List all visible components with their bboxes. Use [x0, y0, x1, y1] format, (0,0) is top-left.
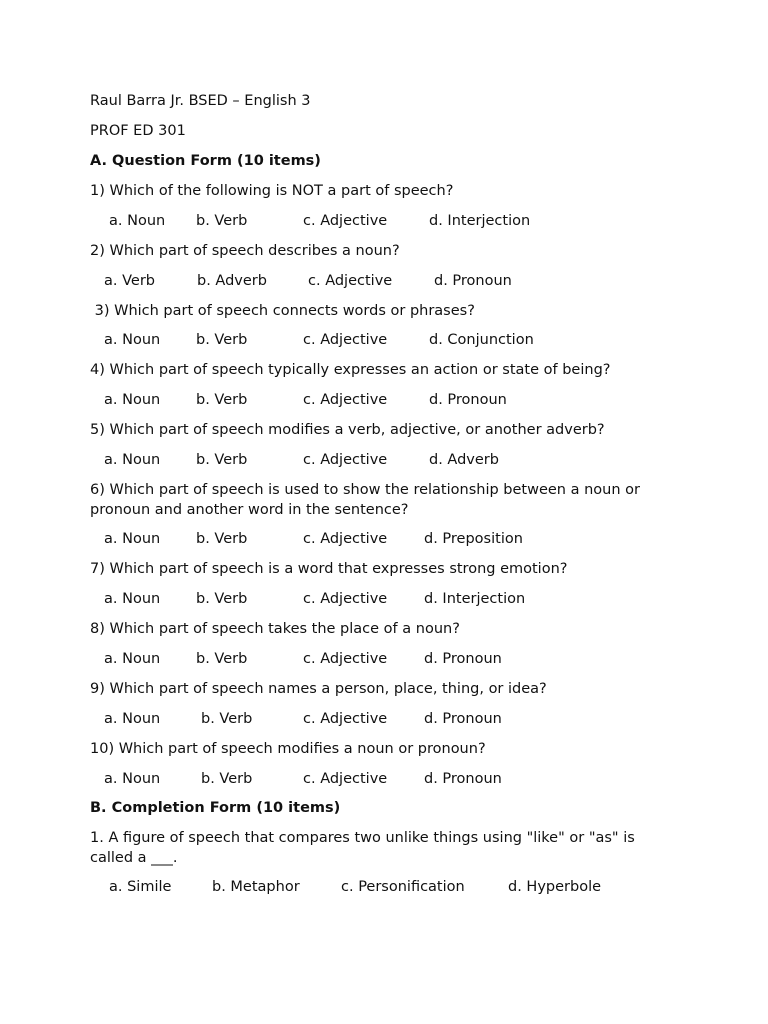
option-d: d. Pronoun [429, 392, 507, 408]
option-a: a. Noun [104, 531, 161, 547]
option-c: c. Personification [341, 879, 465, 895]
option-b: b. Verb [196, 392, 248, 408]
option-d: d. Conjunction [429, 332, 534, 348]
option-b: b. Verb [196, 591, 248, 607]
option-a: a. Noun [104, 711, 161, 727]
completion-question-1-options [90, 877, 690, 897]
question-2: 2) Which part of speech describes a noun? [90, 243, 400, 259]
option-d: d. Adverb [429, 452, 499, 468]
option-b: b. Verb [196, 651, 248, 667]
question-6: 6) Which part of speech is used to show the relationship between a noun or pronoun and another word in the sentence? [90, 482, 640, 518]
option-c: c. Adjective [303, 711, 388, 727]
question-3-options [90, 330, 690, 350]
option-c: c. Adjective [303, 452, 388, 468]
question-4: 4) Which part of speech typically expresses an action or state of being? [90, 362, 611, 378]
question-5-options [90, 450, 690, 470]
question-6-options [90, 529, 690, 549]
option-c: c. Adjective [303, 591, 388, 607]
question-2-options [90, 271, 690, 291]
question-8: 8) Which part of speech takes the place of a noun? [90, 621, 460, 637]
question-9-options [90, 709, 690, 729]
option-c: c. Adjective [303, 531, 388, 547]
option-a: a. Noun [104, 591, 161, 607]
option-a: a. Verb [104, 273, 155, 289]
question-3: 3) Which part of speech connects words or phrases? [90, 303, 475, 319]
option-d: d. Interjection [424, 591, 526, 607]
option-b: b. Verb [196, 531, 248, 547]
option-d: d. Pronoun [424, 651, 502, 667]
option-c: c. Adjective [303, 771, 388, 787]
option-c: c. Adjective [303, 651, 388, 667]
question-4-options [90, 390, 690, 410]
option-b: b. Verb [196, 213, 248, 229]
option-d: d. Pronoun [434, 273, 512, 289]
question-1-options [90, 211, 690, 231]
question-7-options [90, 589, 690, 609]
option-b: b. Verb [196, 452, 248, 468]
option-c: c. Adjective [303, 332, 388, 348]
question-1: 1) Which of the following is NOT a part of speech? [90, 183, 454, 199]
option-b: b. Verb [196, 332, 248, 348]
question-7: 7) Which part of speech is a word that expresses strong emotion? [90, 561, 568, 577]
question-8-options [90, 649, 690, 669]
question-5: 5) Which part of speech modifies a verb, adjective, or another adverb? [90, 422, 605, 438]
option-d: d. Interjection [429, 213, 531, 229]
completion-question-1: 1. A figure of speech that compares two unlike things using "like" or "as" is called a ___. [90, 830, 635, 866]
option-a: a. Noun [104, 452, 161, 468]
option-a: a. Noun [104, 771, 161, 787]
option-b: b. Verb [201, 711, 253, 727]
option-a: a. Noun [104, 332, 161, 348]
option-c: c. Adjective [303, 392, 388, 408]
option-c: c. Adjective [308, 273, 393, 289]
question-9: 9) Which part of speech names a person, place, thing, or idea? [90, 681, 547, 697]
option-b: b. Metaphor [212, 879, 300, 895]
course-code: PROF ED 301 [90, 123, 186, 139]
option-d: d. Preposition [424, 531, 523, 547]
option-a: a. Simile [109, 879, 172, 895]
option-b: b. Adverb [197, 273, 267, 289]
section-a-heading: A. Question Form (10 items) [90, 153, 321, 169]
document-page [90, 0, 690, 1024]
question-10: 10) Which part of speech modifies a noun or pronoun? [90, 741, 486, 757]
option-a: a. Noun [104, 651, 161, 667]
author-course-line: Raul Barra Jr. BSED – English 3 [90, 93, 311, 109]
section-b-heading: B. Completion Form (10 items) [90, 800, 341, 816]
option-a: a. Noun [104, 392, 161, 408]
option-c: c. Adjective [303, 213, 388, 229]
option-b: b. Verb [201, 771, 253, 787]
option-a: a. Noun [109, 213, 166, 229]
option-d: d. Pronoun [424, 771, 502, 787]
question-10-options [90, 769, 690, 789]
option-d: d. Hyperbole [508, 879, 602, 895]
option-d: d. Pronoun [424, 711, 502, 727]
